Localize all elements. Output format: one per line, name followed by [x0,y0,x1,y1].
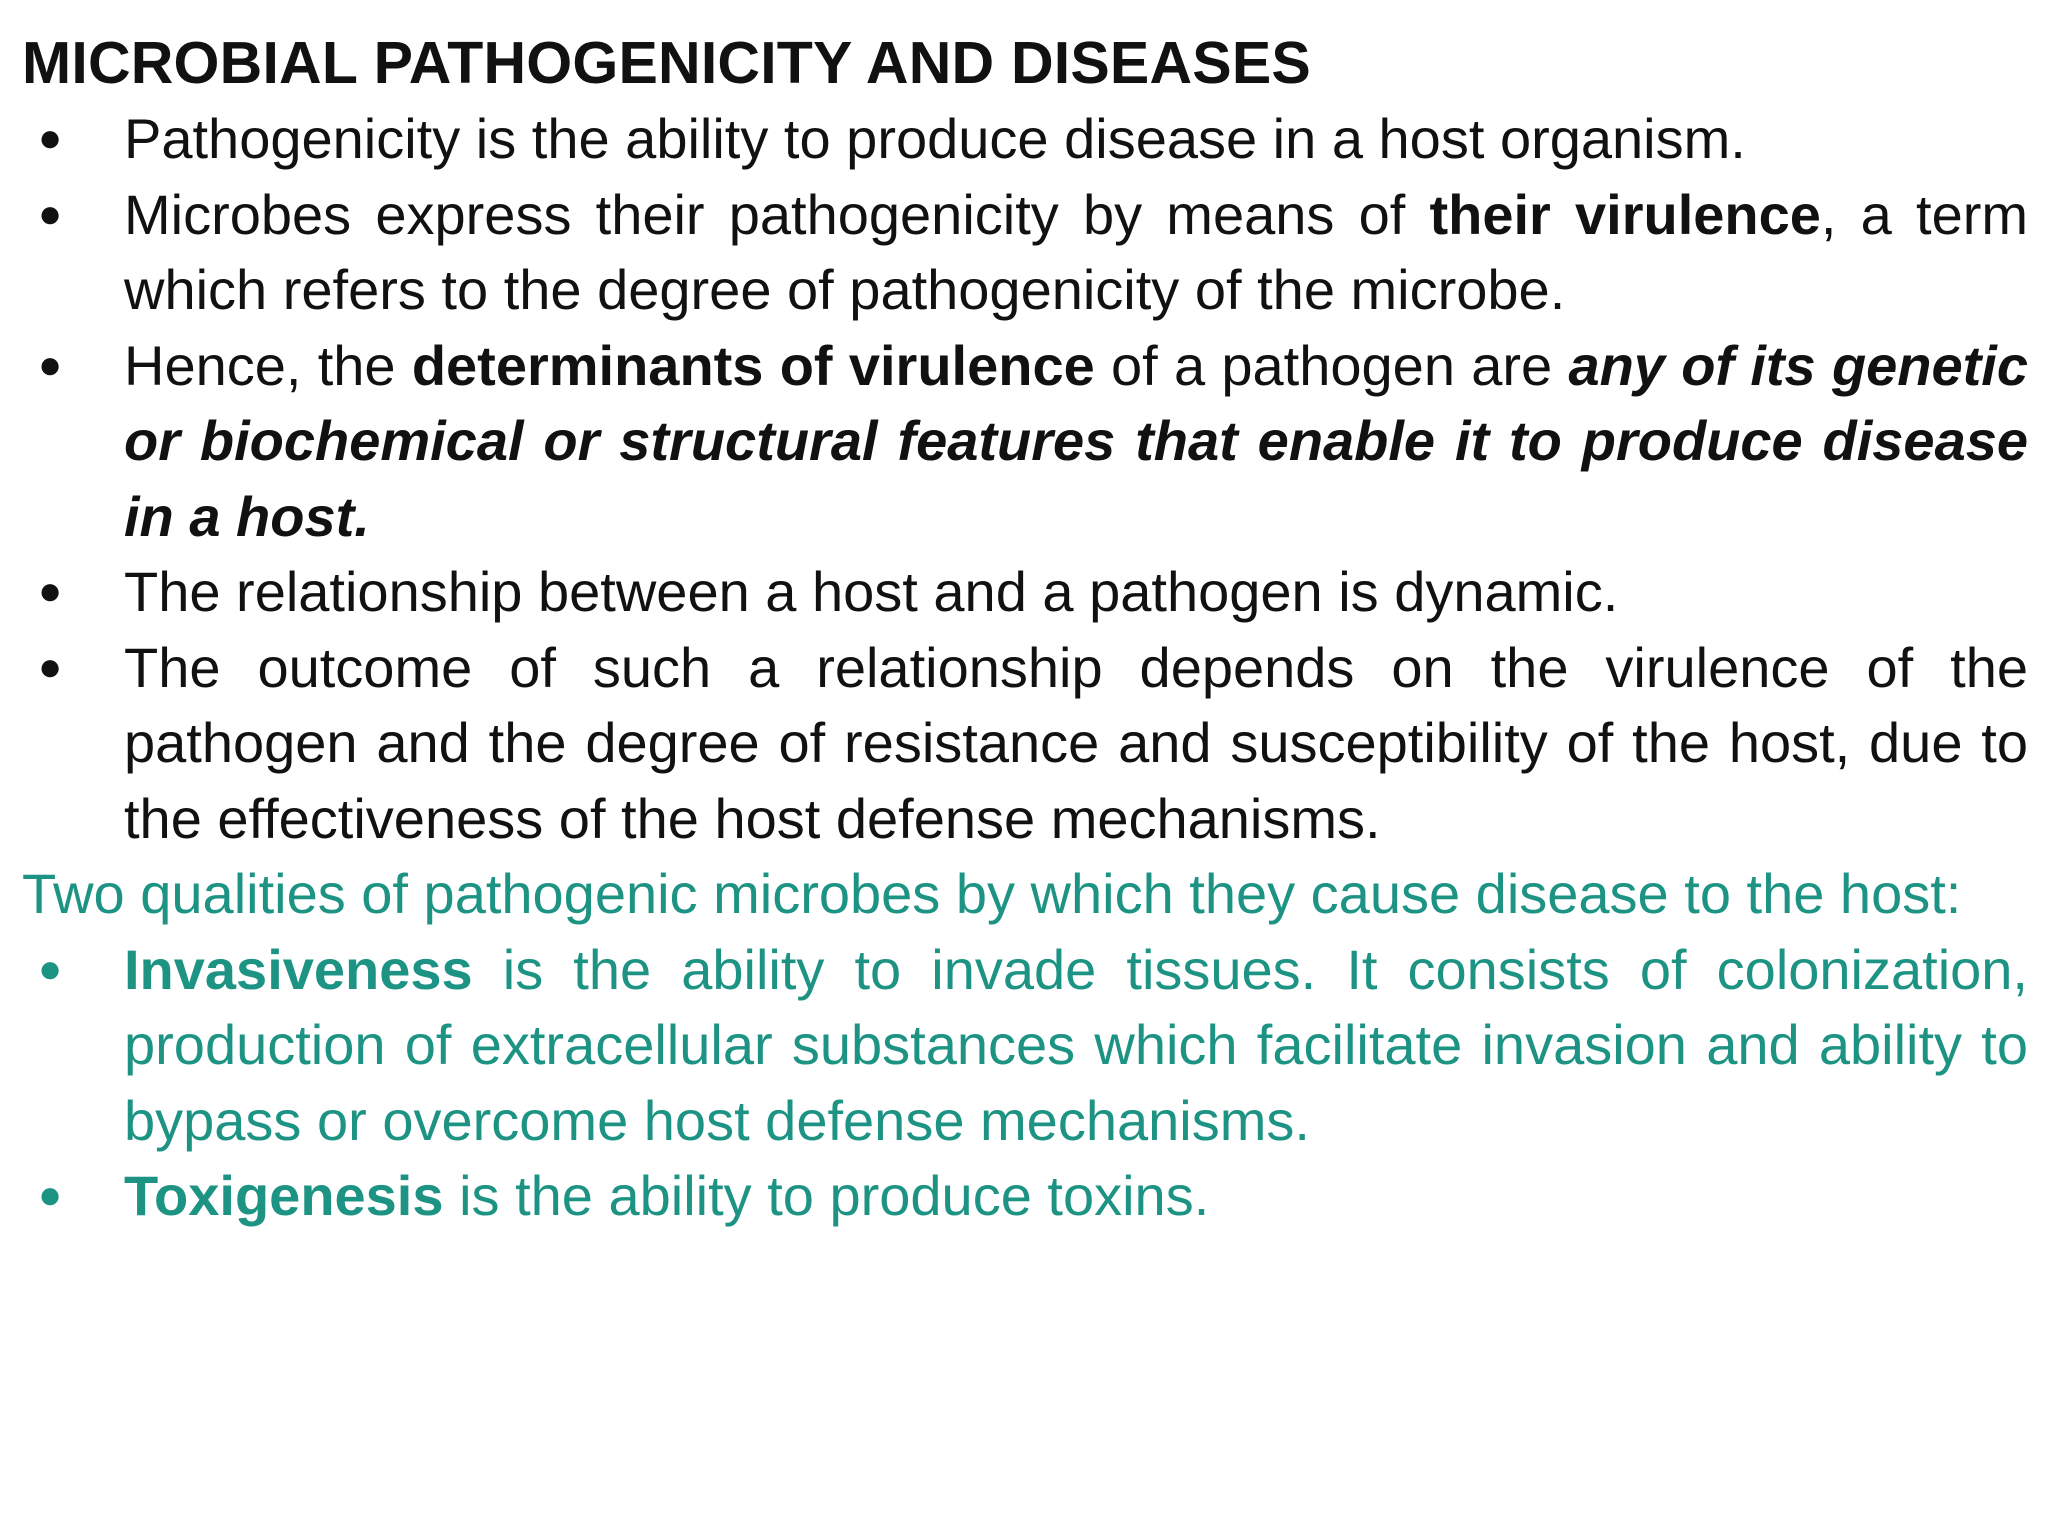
bullet-dot: ● [38,116,63,160]
quality-desc: is the ability to invade tissues. It consists of colonization, production of extracellular substances which facilitate invasion and ability to bypass or overcome host defense mechanisms. [124,937,2028,1152]
bullet-text-bold: their virulence [1429,182,1821,246]
bullet-text-bold-italic: any of its genetic or biochemical or structural features that enable it to produce disease in a host. [124,333,2028,548]
bullet-text: Pathogenicity is the ability to produce disease in a host organism. [124,107,1746,170]
bullet-text-mid: of a pathogen are [1094,333,1569,397]
quality-item [22,1158,2028,1234]
bullet-dot: ● [38,342,63,387]
qualities-intro: Two qualities of pathogenic microbes by which they cause disease to the host: [22,862,1962,925]
quality-term: Invasiveness [124,937,473,1001]
bullet-text-pre: Hence, the [124,333,412,397]
qualities-bullet-list [22,932,2028,1234]
bullet-dot: ● [38,191,63,236]
bullet-dot: ● [38,569,63,613]
bullet-item [22,554,2028,630]
bullet-item [22,101,2028,177]
bullet-item [22,177,2028,328]
bullet-text-bold: determinants of virulence [411,333,1095,397]
quality-term: Toxigenesis [124,1164,444,1227]
bullet-text-post: , a term which refers to the degree of pathogenicity of the microbe. [124,182,2029,321]
page-title: MICROBIAL PATHOGENICITY AND DISEASES [22,30,1311,96]
bullet-text: The outcome of such a relationship depends on the virulence of the pathogen and the degree of resistance and susceptibility of the host, due to the effectiveness of the host defense mechanisms. [124,635,2028,850]
bullet-dot: ● [38,644,63,689]
bullet-text-pre: Microbes express their pathogenicity by means of [124,182,1430,246]
bullet-item [22,630,2028,857]
bullet-dot: ● [38,946,63,991]
bullet-dot: ● [38,1173,63,1217]
bullet-item [22,328,2028,555]
quality-item [22,932,2028,1159]
quality-desc: is the ability to produce toxins. [443,1164,1210,1227]
bullet-text: The relationship between a host and a pathogen is dynamic. [124,560,1619,623]
pathogenicity-bullet-list [22,101,2028,856]
